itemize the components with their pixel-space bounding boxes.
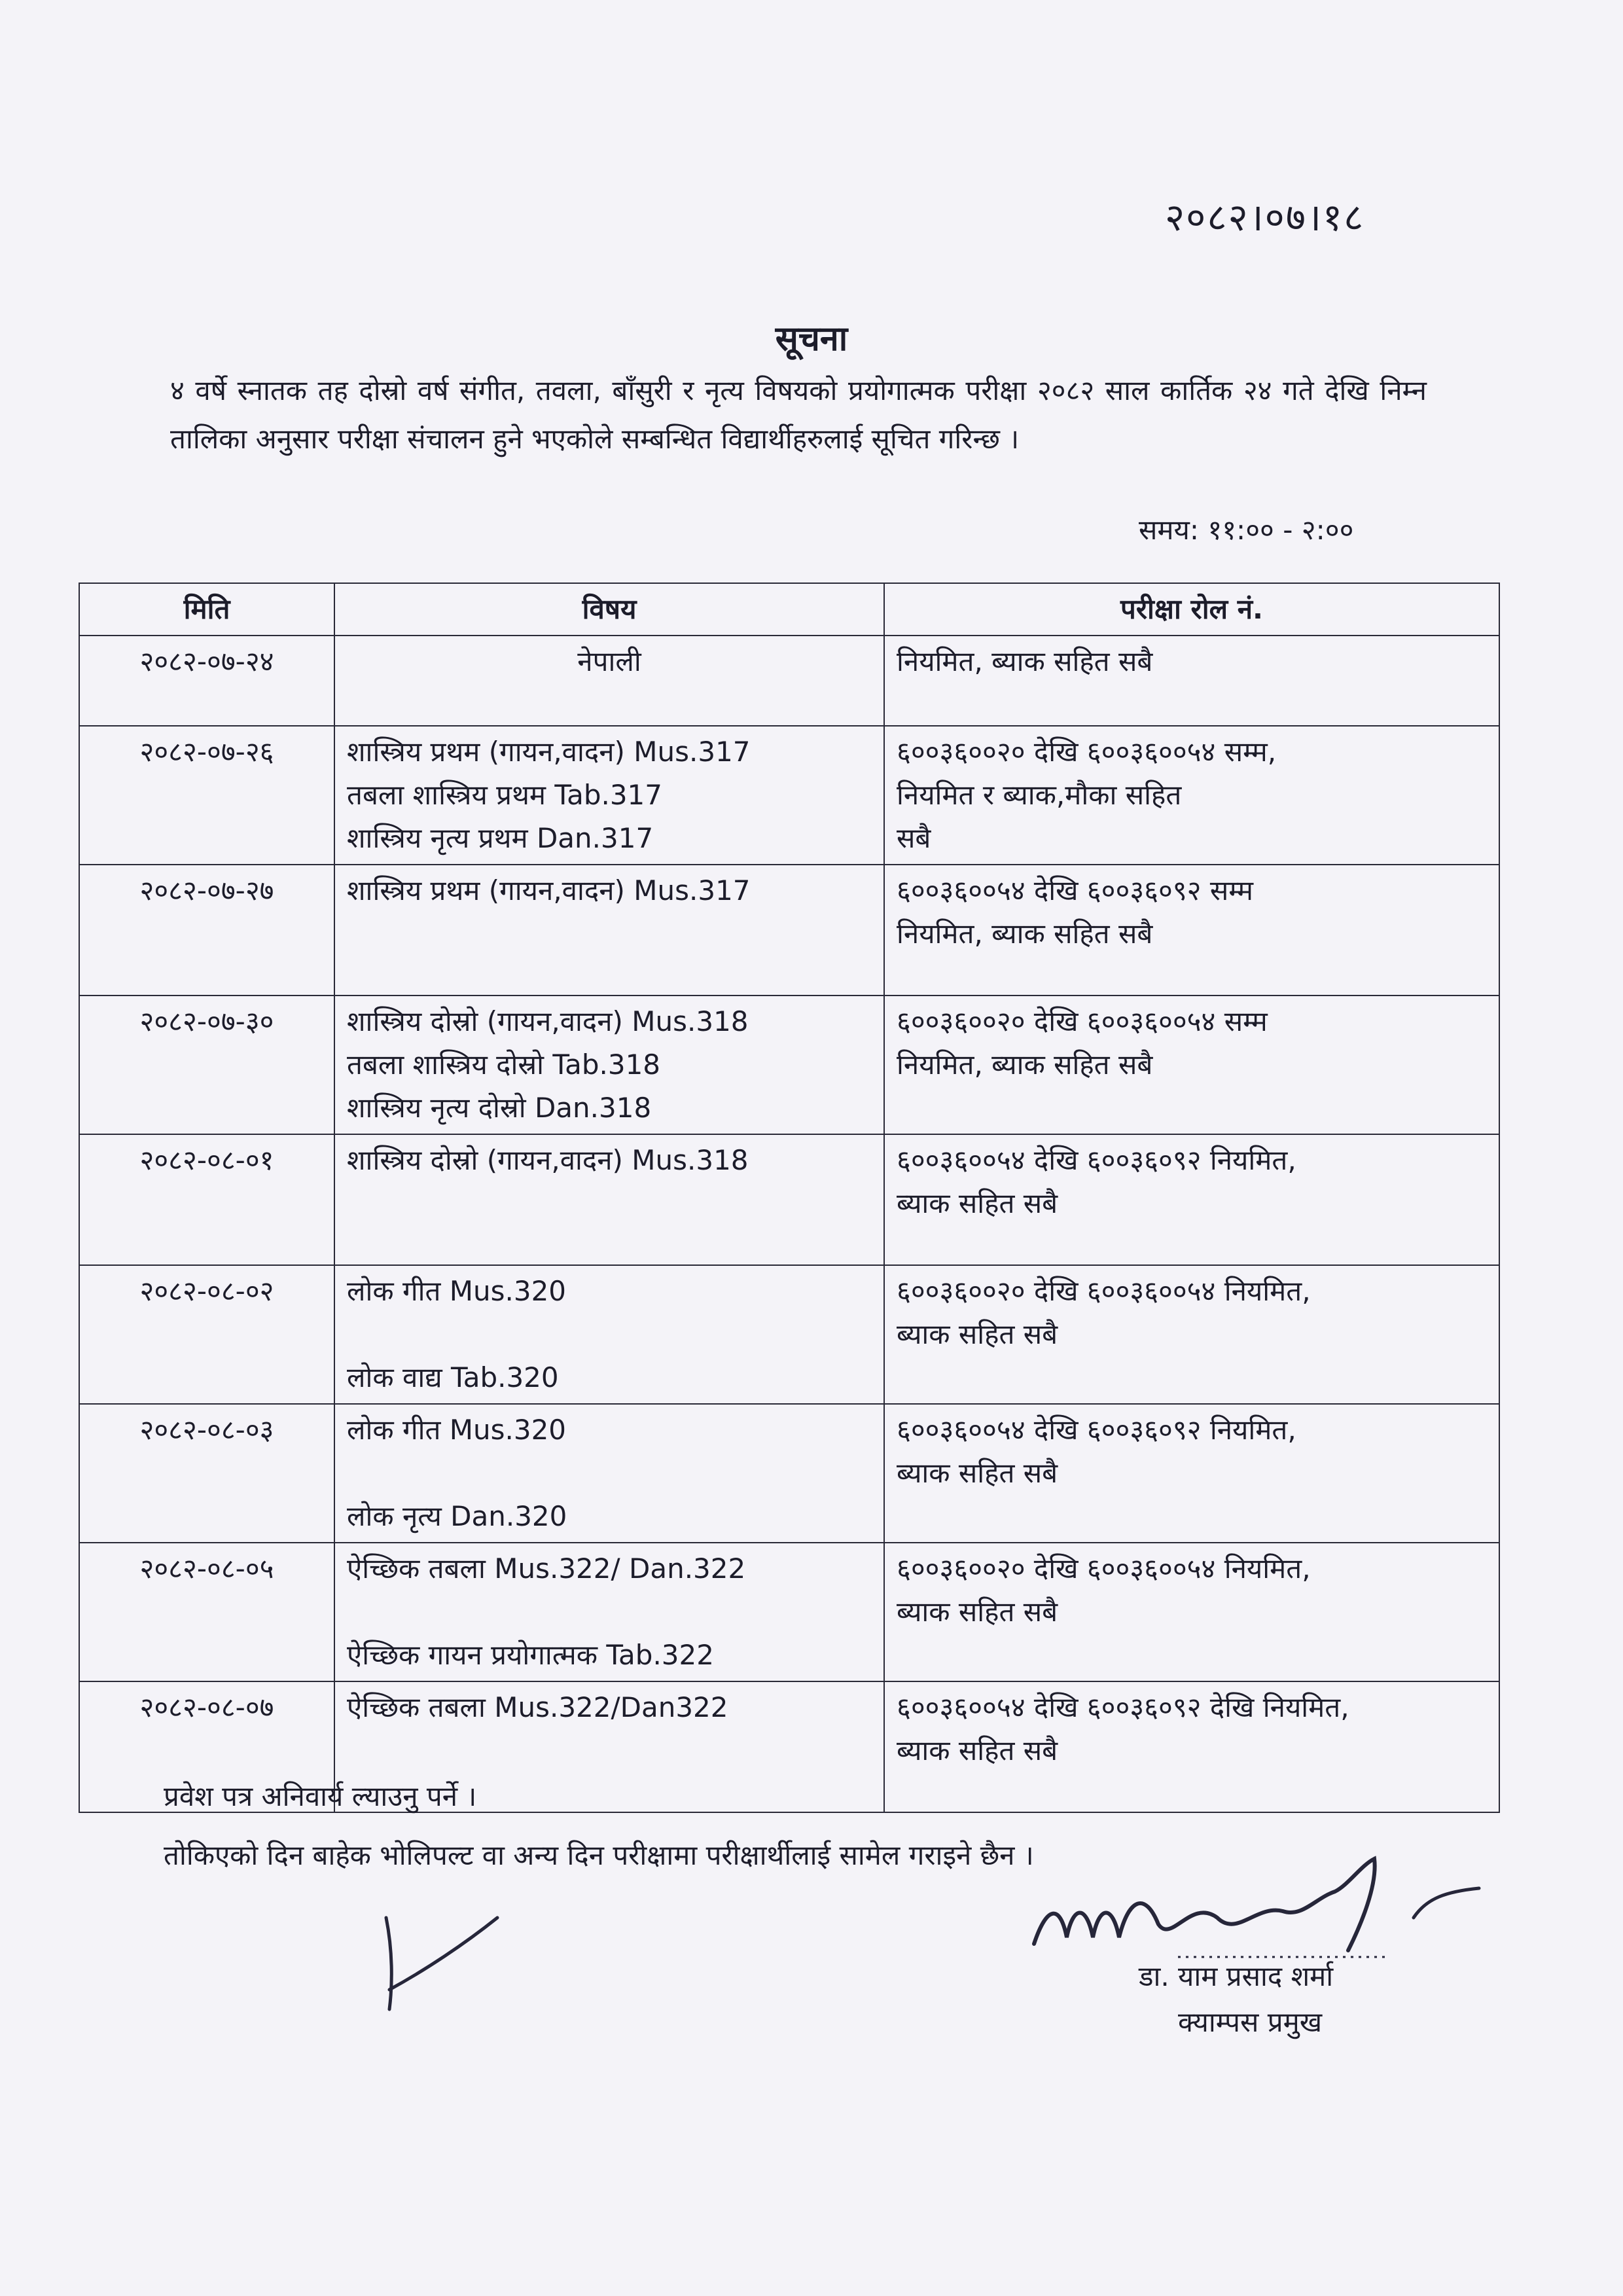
note-exam-day: तोकिएको दिन बाहेक भोलिपल्ट वा अन्य दिन परीक्षामा परीक्षार्थीलाई सामेल गराइने छैन । — [164, 1839, 1034, 1871]
notice-date: २०८२।०७।१८ — [1165, 195, 1365, 240]
header-roll: परीक्षा रोल नं. — [884, 583, 1499, 636]
notice-title: सूचना — [775, 319, 848, 359]
row-roll: नियमित, ब्याक सहित सबै — [897, 645, 1153, 677]
table-row — [79, 865, 1499, 996]
row-roll: ६००३६००५४ देखि ६००३६०९२ सम्म — [897, 874, 1253, 906]
notes-section — [164, 1767, 1034, 1885]
row-roll: सबै — [897, 822, 931, 854]
row-subject: शास्त्रिय प्रथम (गायन,वादन) Mus.317 — [347, 874, 751, 906]
table-row — [79, 1265, 1499, 1404]
row-subject: तबला शास्त्रिय प्रथम Tab.317 — [347, 779, 662, 811]
row-date: २०८२-०८-०२ — [79, 1265, 334, 1404]
exam-schedule-table — [79, 583, 1500, 1813]
initial-scribble — [366, 1898, 510, 2016]
row-roll: ६००३६००५४ देखि ६००३६०९२ देखि नियमित, — [897, 1691, 1349, 1723]
table-row — [79, 1404, 1499, 1543]
row-roll: ६००३६००२० देखि ६००३६००५४ सम्म, — [897, 736, 1277, 768]
table-row — [79, 1543, 1499, 1681]
table-row — [79, 636, 1499, 726]
row-date: २०८२-०७-२६ — [79, 726, 334, 865]
row-roll: ६००३६००२० देखि ६००३६००५४ नियमित, — [897, 1275, 1311, 1307]
row-subject: नेपाली — [577, 645, 641, 677]
row-date: २०८२-०७-२७ — [79, 865, 334, 996]
header-subject: विषय — [334, 583, 884, 636]
row-subject: लोक वाद्य Tab.320 — [347, 1361, 559, 1393]
row-subject: शास्त्रिय प्रथम (गायन,वादन) Mus.317 — [347, 736, 751, 768]
row-roll: ६००३६००५४ देखि ६००३६०९२ नियमित, — [897, 1414, 1296, 1446]
row-roll: ब्याक सहित सबै — [897, 1734, 1058, 1767]
row-subject: शास्त्रिय नृत्य प्रथम Dan.317 — [347, 822, 654, 854]
row-subject: लोक गीत Mus.320 — [347, 1275, 567, 1307]
row-roll: ६००३६००५४ देखि ६००३६०९२ नियमित, — [897, 1144, 1296, 1176]
row-roll: ब्याक सहित सबै — [897, 1457, 1058, 1489]
row-roll: नियमित र ब्याक,मौका सहित — [897, 779, 1182, 811]
row-roll: ब्याक सहित सबै — [897, 1187, 1058, 1219]
row-subject: शास्त्रिय नृत्य दोस्रो Dan.318 — [347, 1092, 652, 1124]
row-subject: शास्त्रिय दोस्रो (गायन,वादन) Mus.318 — [347, 1005, 749, 1037]
exam-time: समय: ११:०० - २:०० — [1139, 514, 1354, 546]
row-roll: ६००३६००२० देखि ६००३६००५४ सम्म — [897, 1005, 1268, 1037]
signatory-name: डा. याम प्रसाद शर्मा — [1139, 1960, 1334, 1992]
table-row — [79, 726, 1499, 865]
signatory-designation: क्याम्पस प्रमुख — [1178, 2006, 1323, 2038]
row-date: २०८२-०८-०१ — [79, 1134, 334, 1265]
header-date: मिति — [79, 583, 334, 636]
row-roll: नियमित, ब्याक सहित सबै — [897, 1049, 1153, 1081]
row-date: २०८२-०७-२४ — [79, 636, 334, 726]
table-header-row — [79, 583, 1499, 636]
row-subject: ऐच्छिक तबला Mus.322/ Dan.322 — [347, 1552, 746, 1585]
row-date: २०८२-०८-०३ — [79, 1404, 334, 1543]
row-date: २०८२-०७-३० — [79, 996, 334, 1134]
row-subject: शास्त्रिय दोस्रो (गायन,वादन) Mus.318 — [347, 1144, 749, 1176]
row-subject: लोक गीत Mus.320 — [347, 1414, 567, 1446]
row-subject: ऐच्छिक तबला Mus.322/Dan322 — [347, 1691, 728, 1723]
row-subject: ऐच्छिक गायन प्रयोगात्मक Tab.322 — [347, 1639, 714, 1671]
row-date: २०८२-०८-०५ — [79, 1543, 334, 1681]
row-subject: लोक नृत्य Dan.320 — [347, 1500, 567, 1532]
note-admit-card: प्रवेश पत्र अनिवार्य ल्याउनु पर्ने । — [164, 1780, 477, 1812]
notice-paragraph: ४ वर्षे स्नातक तह दोस्रो वर्ष संगीत, तवला, बाँसुरी र नृत्य विषयको प्रयोगात्मक परीक्षा २०८२ साल कार्तिक २४ गते देखि निम्न तालिका अनुसार परीक्षा संचालन हुने भएकोले सम्बन्धित विद्यार्थीहरुलाई सूचित गरिन्छ । — [170, 374, 1427, 455]
row-roll: ब्याक सहित सबै — [897, 1318, 1058, 1350]
row-roll: नियमित, ब्याक सहित सबै — [897, 918, 1153, 950]
table-row — [79, 996, 1499, 1134]
row-subject: तबला शास्त्रिय दोस्रो Tab.318 — [347, 1049, 661, 1081]
row-roll: ६००३६००२० देखि ६००३६००५४ नियमित, — [897, 1552, 1311, 1585]
table-row — [79, 1134, 1499, 1265]
row-date: २०८२-०८-०७ — [79, 1681, 334, 1812]
row-roll: ब्याक सहित सबै — [897, 1596, 1058, 1628]
